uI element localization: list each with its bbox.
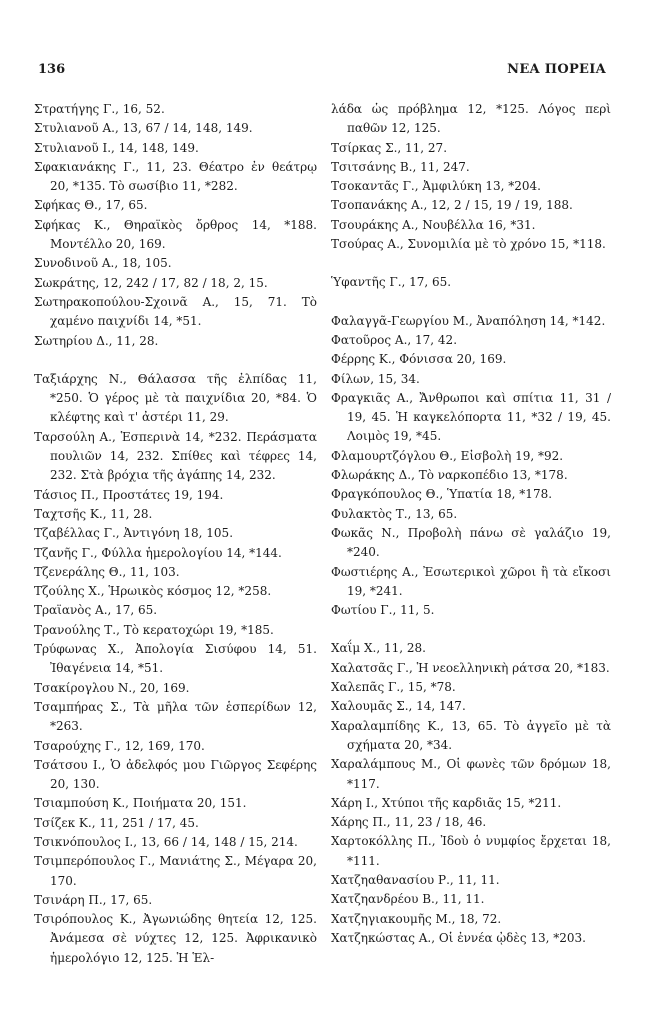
running-title: ΝΕΑ ΠΟΡΕΙΑ bbox=[507, 62, 606, 77]
page-header bbox=[38, 62, 606, 84]
index-entry: Τσιμπερόπουλος Γ., Μανιάτης Σ., Μέγαρα 20, 170. bbox=[34, 854, 317, 888]
index-entry: Χαρτοκόλλης Π., Ἰδοὺ ὁ νυμφίος ἔρχεται 18, *111. bbox=[331, 834, 611, 868]
index-entry: Χάρης Π., 11, 23 / 18, 46. bbox=[331, 815, 487, 830]
index-entry: Φέρρης Κ., Φόνισσα 20, 169. bbox=[331, 352, 507, 367]
index-entry: Φωστιέρης Α., Ἐσωτερικοὶ χῶροι ἢ τὰ εἴκοσι 19, *241. bbox=[331, 564, 611, 598]
index-entry: Τσαμπήρας Σ., Τὰ μῆλα τῶν ἑσπερίδων 12, *263. bbox=[34, 699, 317, 734]
index-entry: λάδα ὡς πρόβλημα 12, *125. Λόγος περὶ παθῶν 12, 125. bbox=[331, 102, 611, 136]
index-entry: Ταχτσῆς Κ., 11, 28. bbox=[34, 506, 153, 521]
index-entry: Τσούρας Α., Συνομιλία μὲ τὸ χρόνο 15, *118. bbox=[331, 237, 606, 252]
index-entry: Τζανῆς Γ., Φύλλα ἡμερολογίου 14, *144. bbox=[34, 545, 282, 560]
index-entry: Φωτίου Γ., 11, 5. bbox=[331, 603, 435, 618]
section-gap bbox=[331, 620, 611, 639]
index-entry: Φίλων, 15, 34. bbox=[331, 371, 420, 386]
index-entry: Τσοκαντᾶς Γ., Ἀμφιλύκη 13, *204. bbox=[331, 179, 541, 194]
index-entry: Ταξιάρχης Ν., Θάλασσα τῆς ἐλπίδας 11, *250. Ὁ γέρος μὲ τὰ παιχνίδια 20, *84. Ὁ κλέφτης καὶ τ' ἀστέρι 11, 29. bbox=[34, 371, 317, 425]
index-entry: Φραγκιᾶς Α., Ἄνθρωποι καὶ σπίτια 11, 31 / 19, 45. Ἡ καγκελόπορτα 11, *32 / 19, 45. Λοιμὸς 19, *45. bbox=[331, 390, 611, 444]
index-entry: Τρύφωνας Χ., Ἀπολογία Σισύφου 14, 51. Ἰθαγένεια 14, *51. bbox=[34, 642, 317, 676]
index-entry: Στυλιανοῦ Ι., 14, 148, 149. bbox=[34, 140, 199, 155]
index-entry: Χαλατσᾶς Γ., Ἡ νεοελληνικὴ ράτσα 20, *183. bbox=[331, 660, 610, 675]
section-gap bbox=[331, 254, 611, 273]
index-entry: Τσίρκας Σ., 11, 27. bbox=[331, 140, 448, 155]
index-entry: Σωτηρίου Δ., 11, 28. bbox=[34, 333, 159, 348]
index-entry: Χατζηκώστας Α., Οἱ ἐννέα ᾠδὲς 13, *203. bbox=[331, 930, 586, 945]
index-entry: Συνοδινοῦ Α., 18, 105. bbox=[34, 256, 172, 271]
index-entry: Στυλιανοῦ Α., 13, 67 / 14, 148, 149. bbox=[34, 121, 253, 136]
index-entry: Τρανούλης Τ., Τὸ κερατοχώρι 19, *185. bbox=[34, 622, 274, 637]
index-entry: Τσουράκης Α., Νουβέλλα 16, *31. bbox=[331, 217, 536, 232]
index-entry: Φραγκόπουλος Θ., Ὑπατία 18, *178. bbox=[331, 487, 553, 502]
index-entry: Τσίζεκ Κ., 11, 251 / 17, 45. bbox=[34, 815, 199, 830]
section-gap bbox=[331, 293, 611, 312]
index-entry: Τσινάρη Π., 17, 65. bbox=[34, 892, 153, 907]
index-entry: Φαλαγγᾶ-Γεωργίου Μ., Ἀναπόληση 14, *142. bbox=[331, 313, 606, 328]
section-gap bbox=[34, 351, 317, 370]
index-entry: Ταρσούλη Α., Ἑσπερινὰ 14, *232. Περάσματα πουλιῶν 14, 232. Σπίθες καὶ τέφρες 14, 232. Στὰ βρόχια τῆς ἀγάπης 14, 232. bbox=[34, 429, 317, 483]
index-entry: Σφήκας Κ., Θηραϊκὸς ὄρθρος 14, *188. Μοντέλλο 20, 169. bbox=[34, 217, 317, 252]
index-entry: Τσοπανάκης Α., 12, 2 / 15, 19 / 19, 188. bbox=[331, 198, 573, 213]
index-column-right bbox=[331, 100, 611, 948]
index-entry: Χαλουμᾶς Σ., 14, 147. bbox=[331, 699, 466, 714]
index-entry: Σφήκας Θ., 17, 65. bbox=[34, 198, 148, 213]
index-entry: Σωκράτης, 12, 242 / 17, 82 / 18, 2, 15. bbox=[34, 275, 268, 290]
index-entry: Στρατήγης Γ., 16, 52. bbox=[34, 102, 165, 116]
index-column-left bbox=[34, 100, 317, 968]
index-entry: Χατζηαθανασίου Ρ., 11, 11. bbox=[331, 872, 500, 887]
index-entry: Φλαμουρτζόγλου Θ., Εἰσβολὴ 19, *92. bbox=[331, 448, 564, 463]
index-entry: Τζαβέλλας Γ., Ἀντιγόνη 18, 105. bbox=[34, 526, 234, 541]
index-entry: Ὑφαντῆς Γ., 17, 65. bbox=[331, 275, 452, 290]
index-entry: Τσιρόπουλος Κ., Ἀγωνιώδης θητεία 12, 125. Ἀνάμεσα σὲ νύχτες 12, 125. Ἀφρικανικὸ ἡμερολόγιο 12, 125. Ἡ Ἑλ- bbox=[34, 912, 317, 965]
index-entry: Τσακίρογλου Ν., 20, 169. bbox=[34, 680, 190, 695]
index-entry: Φωκᾶς Ν., Προβολὴ πάνω σὲ γαλάζιο 19, *240. bbox=[331, 525, 611, 560]
index-entry: Φλωράκης Δ., Τὸ ναρκοπέδιο 13, *178. bbox=[331, 468, 568, 483]
index-entry: Φυλακτὸς Τ., 13, 65. bbox=[331, 506, 458, 521]
index-entry: Τάσιος Π., Προστάτες 19, 194. bbox=[34, 487, 224, 502]
index-entry: Χάρη Ι., Χτύποι τῆς καρδιᾶς 15, *211. bbox=[331, 795, 562, 810]
index-entry: Τσάτσου Ι., Ὁ ἀδελφός μου Γιῶργος Σεφέρης 20, 130. bbox=[34, 757, 317, 792]
index-entry: Φατοῦρος Α., 17, 42. bbox=[331, 332, 458, 347]
index-entry: Χατζηανδρέου Β., 11, 11. bbox=[331, 892, 485, 907]
index-entry: Σωτηρακοπούλου-Σχοινᾶ Α., 15, 71. Τὸ χαμένο παιχνίδι 14, *51. bbox=[34, 294, 317, 329]
index-entry: Τσιαμπούση Κ., Ποιήματα 20, 151. bbox=[34, 796, 247, 811]
index-entry: Χατζηγιακουμῆς Μ., 18, 72. bbox=[331, 911, 502, 926]
index-entry: Τραϊανὸς Α., 17, 65. bbox=[34, 603, 158, 618]
index-entry: Τσιτσάνης Β., 11, 247. bbox=[331, 159, 470, 174]
index-entry: Τσικνόπουλος Ι., 13, 66 / 14, 148 / 15, 214. bbox=[34, 834, 298, 849]
index-entry: Σφακιανάκης Γ., 11, 23. Θέατρο ἐν θεάτρῳ 20, *135. Τὸ σωσίβιο 11, *282. bbox=[34, 159, 317, 194]
index-entry: Τζενεράλης Θ., 11, 103. bbox=[34, 564, 180, 579]
index-entry: Χαλεπᾶς Γ., 15, *78. bbox=[331, 680, 456, 695]
index-entry: Τζούλης Χ., Ἡρωικὸς κόσμος 12, *258. bbox=[34, 584, 272, 599]
index-entry: Τσαρούχης Γ., 12, 169, 170. bbox=[34, 738, 205, 753]
index-entry: Χαραλαμπίδης Κ., 13, 65. Τὸ ἀγγεῖο μὲ τὰ σχήματα 20, *34. bbox=[331, 718, 611, 752]
index-entry: Χαΐμ Χ., 11, 28. bbox=[331, 641, 426, 656]
page-number: 136 bbox=[38, 62, 66, 77]
index-entry: Χαραλάμπους Μ., Οἱ φωνὲς τῶν δρόμων 18, *117. bbox=[331, 757, 611, 791]
